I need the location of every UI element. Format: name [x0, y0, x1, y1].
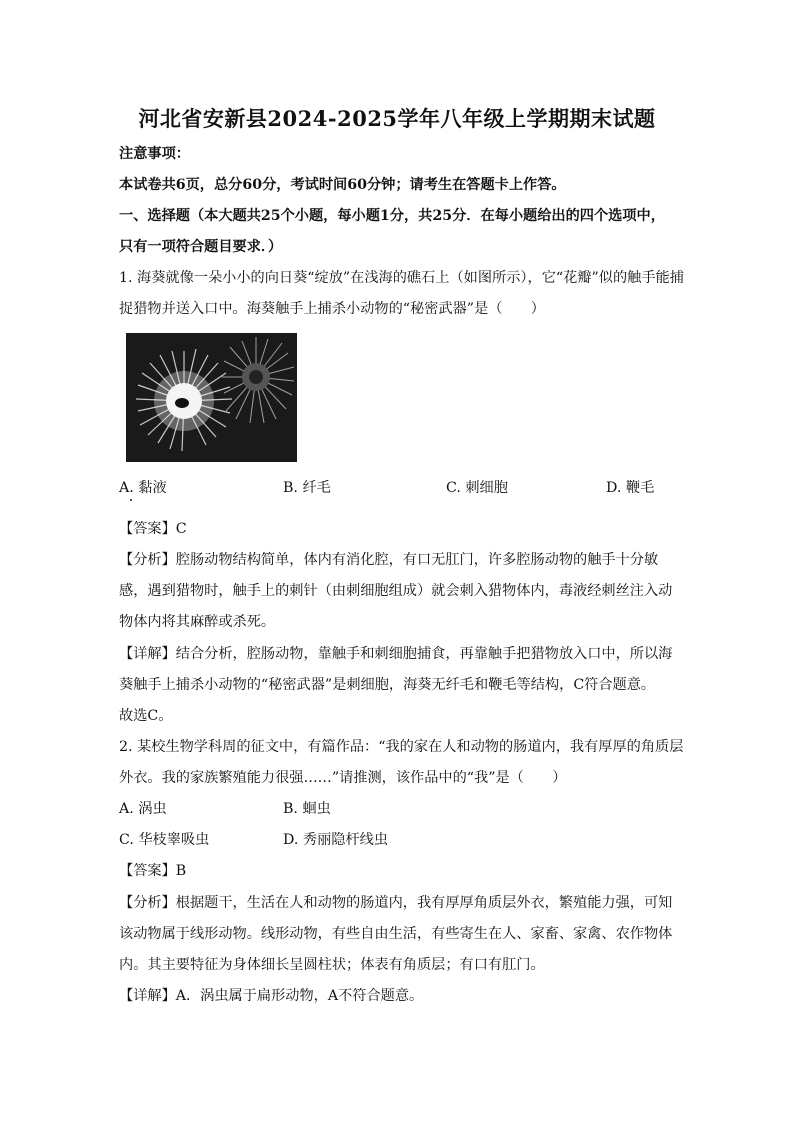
- section-heading-line2: 只有一项符合题目要求．）: [119, 239, 283, 255]
- q2-analysis-line1: 【分析】根据题干，生活在人和动物的肠道内，我有厚厚角质层外衣，繁殖能力强，可知: [119, 895, 673, 911]
- sea-anemone-photo: [126, 333, 297, 462]
- section-heading-line1: 一、选择题（本大题共25个小题，每小题1分，共25分．在每小题给出的四个选项中，: [119, 208, 665, 224]
- q1-analysis-line3: 物体内将其麻醉或杀死。: [119, 614, 276, 630]
- q2-analysis-line3: 内。其主要特征为身体细长呈圆柱状；体表有角质层；有口有肛门。: [119, 957, 545, 973]
- q2-option-d: D. 秀丽隐杆线虫: [283, 832, 389, 848]
- q1-answer: 【答案】C: [119, 521, 187, 537]
- q2-option-a: A. 涡虫: [119, 801, 167, 817]
- page-title: 河北省安新县2024-2025学年八年级上学期期末试题: [138, 106, 656, 131]
- q2-stem-line2: 外衣。我的家族繁殖能力很强……”请推测，该作品中的“我”是（ ）: [119, 770, 567, 786]
- q1-detail-line1: 【详解】结合分析，腔肠动物，靠触手和刺细胞捕食，再靠触手把猎物放入口中，所以海: [119, 646, 673, 662]
- scan-speck: [130, 499, 132, 501]
- q1-stem-line1: 1. 海葵就像一朵小小的向日葵“绽放”在浅海的礁石上（如图所示），它“花瓣”似的触手能捕: [119, 270, 684, 286]
- notice-heading: 注意事项：: [119, 146, 190, 162]
- q1-option-b: B. 纤毛: [283, 480, 331, 496]
- q1-option-d: D. 鞭毛: [606, 480, 655, 496]
- q2-stem-line1: 2. 某校生物学科周的征文中，有篇作品：“我的家在人和动物的肠道内，我有厚厚的角质层: [119, 739, 684, 755]
- q1-detail-line2: 葵触手上捕杀小动物的“秘密武器”是刺细胞，海葵无纤毛和鞭毛等结构，C符合题意。: [119, 677, 656, 693]
- q1-conclusion: 故选C。: [119, 708, 173, 724]
- q1-analysis-line2: 感，遇到猎物时，触手上的刺针（由刺细胞组成）就会刺入猎物体内，毒液经刺丝注入动: [119, 583, 673, 599]
- q2-option-c: C. 华枝睾吸虫: [119, 832, 210, 848]
- notice-body: 本试卷共6页，总分60分，考试时间60分钟；请考生在答题卡上作答。: [119, 177, 566, 193]
- q1-option-c: C. 刺细胞: [446, 480, 508, 496]
- q2-answer: 【答案】B: [119, 863, 187, 879]
- q2-option-b: B. 蛔虫: [283, 801, 331, 817]
- q1-option-a: A. 黏液: [119, 480, 167, 496]
- q2-analysis-line2: 该动物属于线形动物。线形动物，有些自由生活，有些寄生在人、家畜、家禽、农作物体: [119, 926, 673, 942]
- q1-stem-line2: 捉猎物并送入口中。海葵触手上捕杀小动物的“秘密武器”是（ ）: [119, 301, 545, 317]
- q1-analysis-line1: 【分析】腔肠动物结构简单，体内有消化腔，有口无肛门，许多腔肠动物的触手十分敏: [119, 552, 659, 568]
- q2-detail-line1: 【详解】A．涡虫属于扁形动物，A不符合题意。: [119, 988, 424, 1004]
